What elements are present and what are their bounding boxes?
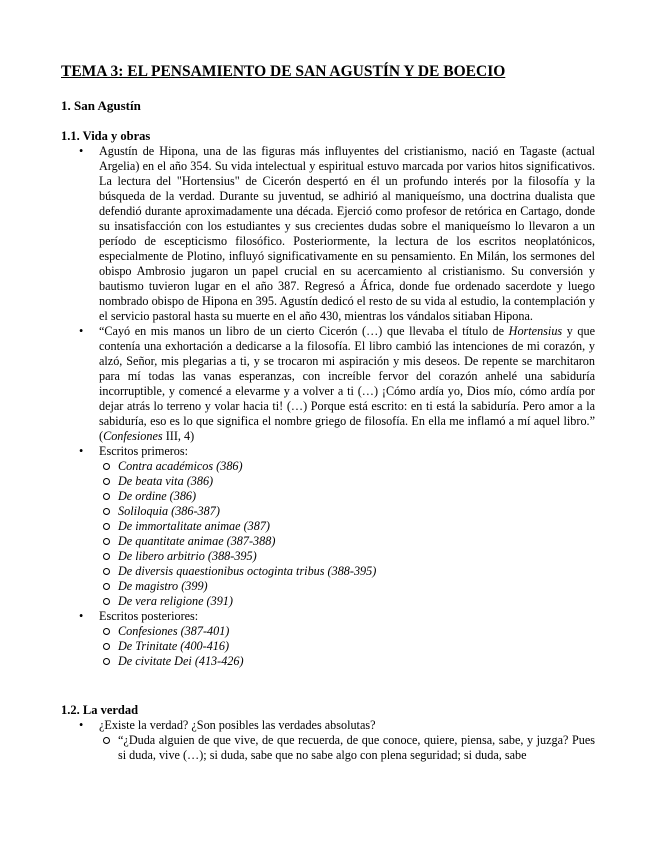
list-item: De libero arbitrio (388-395) <box>118 549 595 564</box>
quote-italic-hortensius: Hortensius <box>508 324 563 338</box>
la-verdad-list <box>61 718 595 763</box>
quote-part: y que contenía una exhortación a dedicarse a la filosofía. El libro cambió las intenciones de mi corazón, y alzó, Señor, mis plegarias a ti, y se trocaron mi aspiración y mis deseos. De repente se marchitaron para mí todas las vanas esperanzas, con increíble fervor del corazón anhelé una sabiduría incorruptible, y comencé a elevarme y a volver a ti (…) ¡Cómo ardía yo, Dios mío, cómo ardía por dejar atrás lo terreno y volar hacia ti! (…) Porque está escrito: en ti está la sabiduría. Pero amor a la sabiduría, eso es lo que significa el nombre griego de filosofía. En ella me inflamó a mí aquel libro.” ( <box>99 324 596 443</box>
subsection-la-verdad-heading: 1.2. La verdad <box>61 703 139 717</box>
quote-part: “Cayó en mis manos un libro de un cierto Cicerón (…) que llevaba el título de <box>99 324 509 338</box>
vida-obras-list <box>61 144 595 669</box>
truth-question: ¿Existe la verdad? ¿Son posibles las verdades absolutas? <box>99 718 376 732</box>
list-item: De immortalitate animae (387) <box>118 519 595 534</box>
list-item: De magistro (399) <box>118 579 595 594</box>
list-item: De ordine (386) <box>118 489 595 504</box>
quote-part: III, 4) <box>162 429 195 443</box>
list-item: Soliloquia (386-387) <box>118 504 595 519</box>
biography-paragraph: • Agustín de Hipona, una de las figuras más influyentes del cristianismo, nació en Tagaste (actual Argelia) en el año 354. Su vida intelectual y espiritual estuvo marcada por varios hitos significativos. La lectura del "Hortensius" de Cicerón despertó en él un profundo interés por la filosofía y la búsqueda de la verdad. Durante su juventud, se adhirió al maniqueísmo, una doctrina dualista que defendió durante aproximadamente una década. Ejerció como profesor de retórica en Cartago, donde su insatisfacción con los estudiantes y sus crecientes dudas sobre el maniqueísmo lo llevaron a un período de escepticismo filosófico. Posteriormente, la lectura de los escritos neoplatónicos, especialmente de Plotino, influyó significativamente en su pensamiento. En Milán, los sermones del obispo Ambrosio jugaron un papel crucial en su acercamiento al cristianismo. Su conversión y bautismo tuvieron lugar en el año 387. Regresó a África, donde fue ordenado sacerdote y luego nombrado obispo de Hipona en 395. Agustín dedicó el resto de su vida al estudio, la contemplación y el servicio pastoral hasta su muerte en el año 430, mientras los vándalos sitiaban Hipona. <box>99 144 595 323</box>
list-item-truth-quote <box>118 733 595 763</box>
list-item: De civitate Dei (413-426) <box>118 654 595 669</box>
early-writings-list <box>99 459 595 609</box>
list-item: De vera religione (391) <box>118 594 595 609</box>
truth-quote-list <box>99 733 595 763</box>
list-item-biography <box>99 144 595 324</box>
subsection-vida-obras-heading: 1.1. Vida y obras <box>61 129 151 143</box>
list-item-early-writings <box>99 444 595 609</box>
list-item: De diversis quaestionibus octoginta tribus (388-395) <box>118 564 595 579</box>
list-item: De Trinitate (400-416) <box>118 639 595 654</box>
document-title: TEMA 3: EL PENSAMIENTO DE SAN AGUSTÍN Y DE BOECIO <box>61 63 506 80</box>
confesiones-quote <box>99 324 595 444</box>
list-item-question <box>99 718 595 763</box>
list-item: De beata vita (386) <box>118 474 595 489</box>
list-item-late-writings <box>99 609 595 669</box>
early-writings-label: Escritos primeros: <box>99 444 189 458</box>
section-san-agustin-heading: 1. San Agustín <box>61 98 141 113</box>
late-writings-label: Escritos posteriores: <box>99 609 199 623</box>
list-item-quote <box>99 324 595 444</box>
quote-italic-confesiones: Confesiones <box>103 429 163 443</box>
list-item: De quantitate animae (387-388) <box>118 534 595 549</box>
list-item: Contra académicos (386) <box>118 459 595 474</box>
late-writings-list <box>99 624 595 669</box>
list-item: Confesiones (387-401) <box>118 624 595 639</box>
truth-quote: “¿Duda alguien de que vive, de que recuerda, de que conoce, quiere, piensa, sabe, y juzga? Pues si duda, vive (…); si duda, sabe que no sabe algo con plena seguridad; si duda, sabe <box>118 733 595 762</box>
